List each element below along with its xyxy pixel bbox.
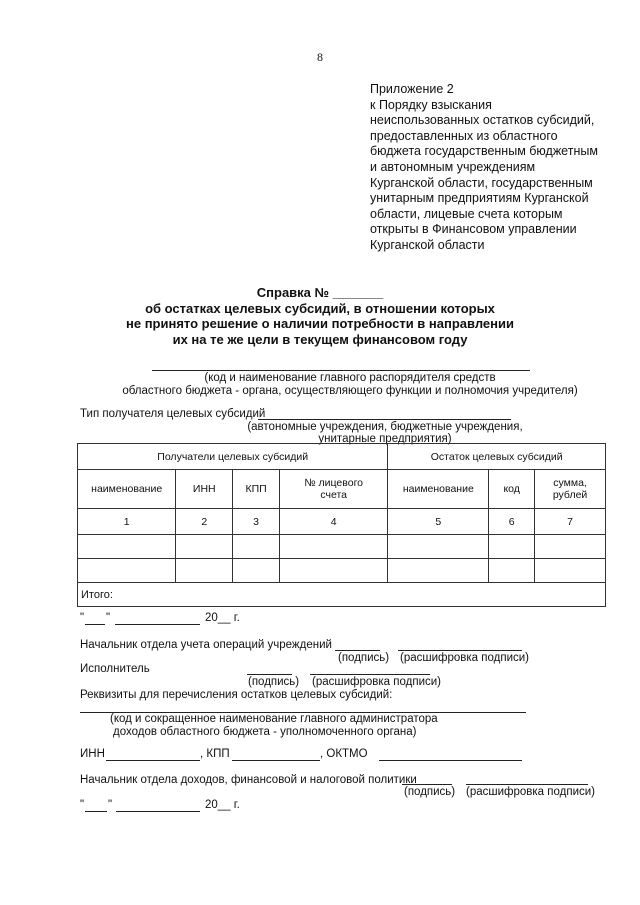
table-cell[interactable] (233, 559, 280, 583)
appendix-line: открыты в Финансовом управлении (370, 222, 577, 237)
col-inn-header: ИНН (176, 470, 233, 509)
recipient-type-caption-1: (автономные учреждения, бюджетные учреждения, (247, 421, 523, 433)
col-code-header: код (489, 470, 535, 509)
table-cell[interactable] (489, 559, 535, 583)
date-day-field[interactable] (85, 624, 105, 625)
appendix-line: Курганской области, государственным (370, 175, 593, 190)
col-number: 2 (176, 509, 233, 535)
col-sum-header: сумма, рублей (535, 470, 606, 509)
head-accounting-decoding-caption: (расшифровка подписи) (400, 652, 529, 664)
appendix-line: предоставленных из областного (370, 128, 558, 143)
title-line-1: Справка № _______ (256, 285, 384, 300)
subsidy-table (77, 443, 606, 607)
col-balance-name-header: наименование (388, 470, 489, 509)
head-accounting-decoding-field[interactable] (398, 650, 522, 651)
col-number: 7 (535, 509, 606, 535)
col-number: 1 (78, 509, 176, 535)
oktmo-field[interactable] (379, 760, 522, 761)
executor-signature-field[interactable] (247, 674, 292, 675)
head-accounting-signature-caption: (подпись) (338, 652, 390, 664)
table-cell[interactable] (535, 535, 606, 559)
total-label: Итого: (78, 583, 606, 607)
appendix-line: унитарным предприятиям Курганской (370, 191, 589, 206)
head-accounting-label: Начальник отдела учета операций учреждений (80, 639, 332, 651)
table-row (78, 535, 606, 559)
appendix-block (370, 82, 620, 254)
head-income-decoding-field[interactable] (466, 784, 588, 785)
date-month-field[interactable] (116, 811, 200, 812)
appendix-line: неиспользованных остатков субсидий, (370, 113, 595, 128)
table-cell[interactable] (176, 535, 233, 559)
table-cell[interactable] (489, 535, 535, 559)
table-cell[interactable] (535, 559, 606, 583)
date-day-field[interactable] (85, 811, 107, 812)
col-account-header: № лицевого счета (279, 470, 387, 509)
page-number: 8 (317, 50, 323, 64)
transfer-label: Реквизиты для перечисления остатков целевых субсидий: (80, 689, 393, 701)
date-year: 20__ г. (205, 799, 240, 811)
appendix-line: Приложение 2 (370, 82, 454, 96)
table-total-row (78, 583, 606, 607)
col-name-header: наименование (78, 470, 176, 509)
head-income-signature-field[interactable] (402, 784, 452, 785)
table-cell[interactable] (388, 559, 489, 583)
appendix-line: и автономным учреждениям (370, 159, 536, 174)
date-quote-close: " (106, 612, 111, 624)
col-number: 4 (279, 509, 387, 535)
table-row (78, 559, 606, 583)
date-quote-open: " (80, 612, 85, 624)
table-cell[interactable] (233, 535, 280, 559)
col-number: 6 (489, 509, 535, 535)
title-line-2: об остатках целевых субсидий, в отношении которых (145, 300, 495, 316)
head-accounting-signature-field[interactable] (335, 650, 380, 651)
title-line-3: не принято решение о наличии потребности в направлении (126, 316, 514, 332)
table-cell[interactable] (279, 559, 387, 583)
header-recipients: Получатели целевых субсидий (78, 444, 388, 470)
date-quote-open: " (80, 799, 85, 811)
appendix-line: к Порядку взыскания (370, 97, 492, 112)
table-cell[interactable] (78, 559, 176, 583)
date-month-field[interactable] (115, 624, 200, 625)
distributor-caption-1: (код и наименование главного распорядителя средств (204, 372, 496, 384)
executor-signature-caption: (подпись) (248, 676, 300, 688)
appendix-line: Курганской области (370, 237, 485, 252)
table-cell[interactable] (388, 535, 489, 559)
head-income-decoding-caption: (расшифровка подписи) (466, 786, 595, 798)
date-year: 20__ г. (205, 612, 240, 624)
head-income-label: Начальник отдела доходов, финансовой и налоговой политики (80, 774, 417, 786)
distributor-caption-2: областного бюджета - органа, осуществляющего функции и полномочия учредителя) (122, 385, 578, 397)
table-cell[interactable] (279, 535, 387, 559)
header-balance: Остаток целевых субсидий (388, 444, 606, 470)
document-title (0, 285, 640, 347)
appendix-line: области, лицевые счета которым (370, 206, 563, 221)
kpp-label: , КПП (200, 748, 230, 760)
transfer-caption-2: доходов областного бюджета - уполномоченного органа) (113, 726, 417, 738)
title-line-4: их на те же цели в текущем финансовом году (172, 331, 468, 347)
inn-label: ИНН (80, 748, 105, 760)
recipient-type-label: Тип получателя целевых субсидий (80, 408, 266, 420)
table-cell[interactable] (176, 559, 233, 583)
executor-label: Исполнитель (80, 663, 150, 675)
col-kpp-header: КПП (233, 470, 280, 509)
col-number: 5 (388, 509, 489, 535)
recipient-type-field-line[interactable] (258, 419, 511, 420)
executor-decoding-caption: (расшифровка подписи) (312, 676, 441, 688)
kpp-field[interactable] (232, 760, 320, 761)
recipient-type-caption-2: унитарные предприятия) (318, 433, 452, 445)
table-cell[interactable] (78, 535, 176, 559)
distributor-field-line[interactable] (152, 370, 530, 371)
col-number: 3 (233, 509, 280, 535)
appendix-line: бюджета государственным бюджетным (370, 144, 598, 159)
inn-field[interactable] (106, 760, 200, 761)
transfer-caption-1: (код и сокращенное наименование главного администратора (110, 713, 438, 725)
head-income-signature-caption: (подпись) (404, 786, 456, 798)
oktmo-label: , ОКТМО (320, 748, 368, 760)
executor-decoding-field[interactable] (310, 674, 430, 675)
date-quote-close: " (108, 799, 113, 811)
